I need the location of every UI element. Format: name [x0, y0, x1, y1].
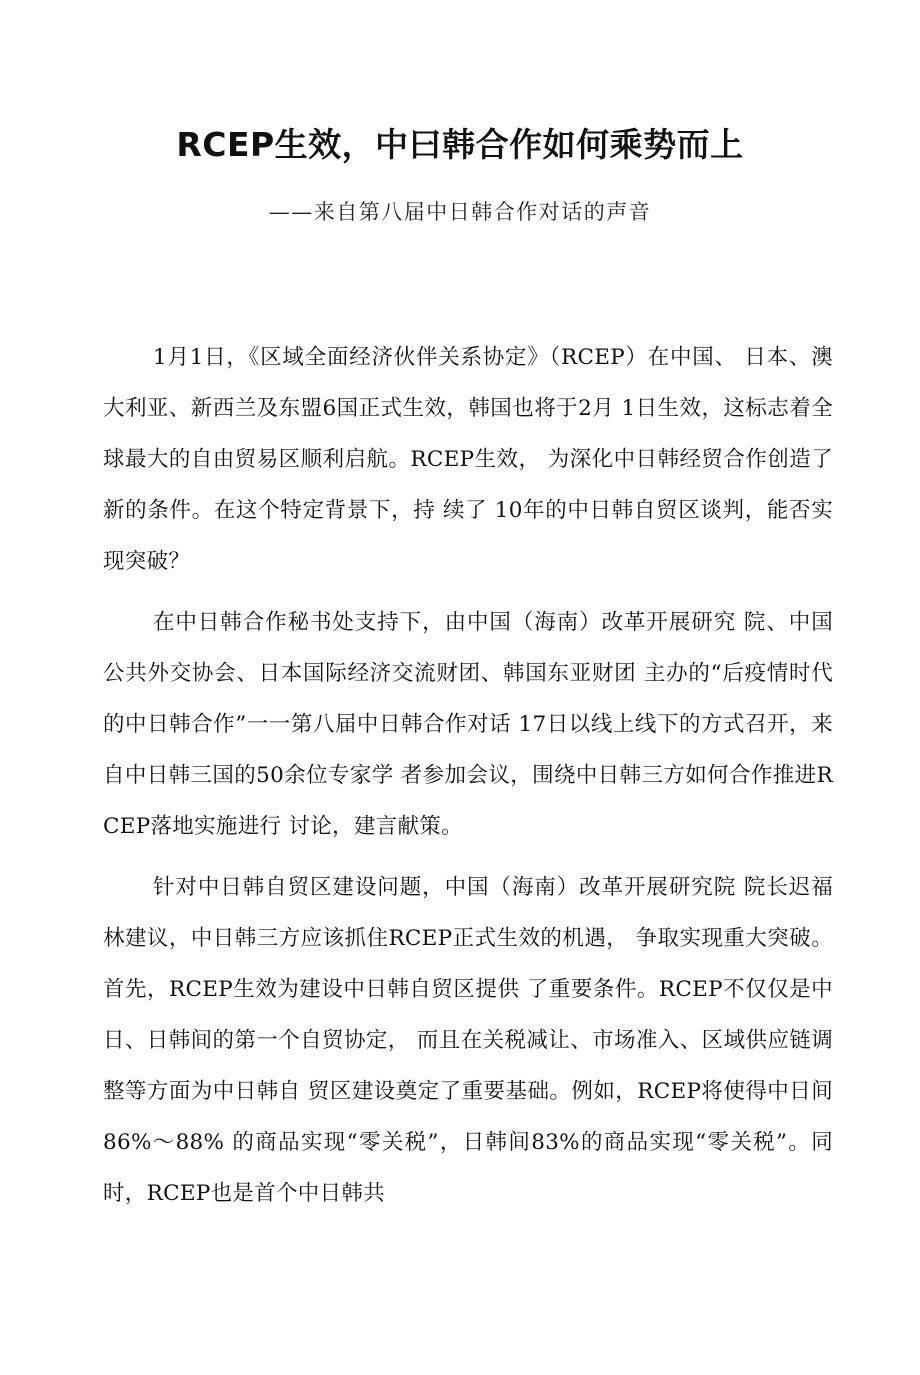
document-title: RCEP生效，中曰韩合作如何乘势而上 — [176, 125, 744, 164]
document-body — [103, 332, 833, 1229]
paragraph-3: 针对中日韩自贸区建设问题，中国（海南）改革开展研究院 院长迟福林建议，中日韩三方应该抓住RCEP正式生效的机遇， 争取实现重大突破。首先，RCEP生效为建设中日韩自贸区提供 了重要条件。RCEP不仅仅是中日、日韩间的第一个自贸协定， 而且在关税减让、市场准入、区域供应链调整等方面为中日韩自 贸区建设奠定了重要基础。例如，RCEP将使得中日间86%〜88% 的商品实现“零关税”，日韩间83%的商品实现“零关税”。同 时，RCEP也是首个中日韩共 — [103, 875, 833, 1206]
paragraph-1: 1月1日，《区域全面经济伙伴关系协定》（RCEP）在中国、 日本、澳大利亚、新西兰及东盟6国正式生效，韩国也将于2月 1日生效，这标志着全球最大的自由贸易区顺利启航。RCEP生效， 为深化中日韩经贸合作创造了新的条件。在这个特定背景下，持 续了 10年的中日韩自贸区谈判，能否实现突破？ — [103, 345, 833, 574]
document-subtitle: ——来自第八届中日韩合作对话的声音 — [268, 200, 652, 224]
paragraph-2: 在中日韩合作秘书处支持下，由中国（海南）改革开展研究 院、中国公共外交协会、日本国际经济交流财团、韩国东亚财团 主办的“后疫情时代的中日韩合作”一一第八届中日韩合作对话 17日以线上线下的方式召开，来自中日韩三国的50余位专家学 者参加会议，围绕中日韩三方如何合作推进RCEP落地实施进行 讨论，建言献策。 — [103, 610, 833, 839]
